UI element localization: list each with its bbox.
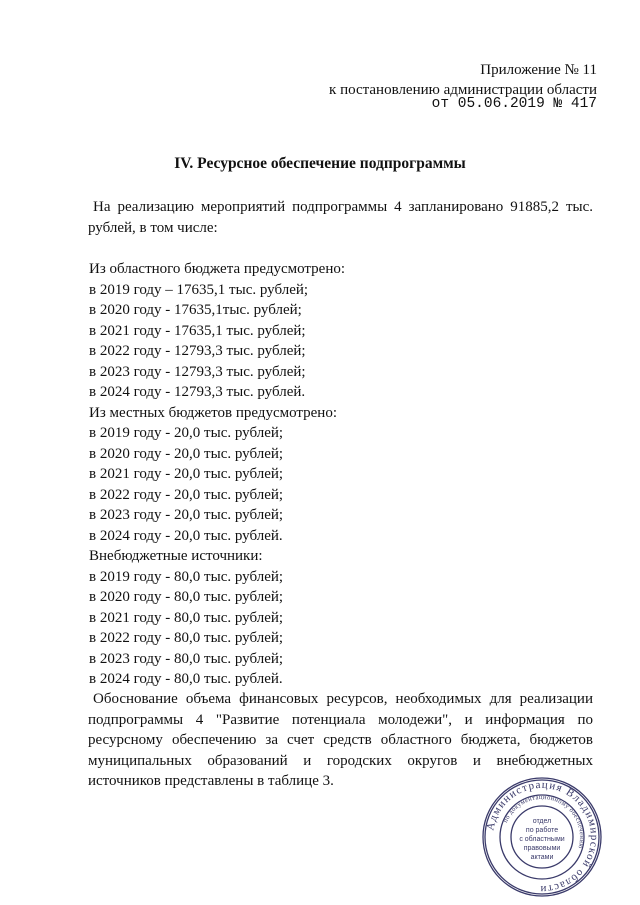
intro-paragraph	[88, 197, 593, 238]
official-stamp	[480, 775, 604, 899]
list-item: в 2020 году - 17635,1тыс. рублей;	[89, 302, 302, 318]
list-item: в 2021 году - 17635,1 тыс. рублей;	[89, 322, 306, 339]
stamp-center-line: с областными	[519, 836, 565, 843]
stamp-center-line: по работе	[525, 827, 559, 834]
list-item: в 2020 году - 80,0 тыс. рублей;	[89, 589, 284, 605]
stamp-center-line: актами	[530, 854, 554, 861]
stamp-outer-text: Администрация Владимирской области	[484, 778, 601, 896]
list-item: в 2023 году - 20,0 тыс. рублей;	[89, 507, 284, 523]
section-title: IV. Ресурсное обеспечение подпрограммы	[174, 155, 466, 172]
list-item: в 2019 году - 80,0 тыс. рублей;	[89, 568, 284, 585]
local-heading: Из местных бюджетов предусмотрено:	[89, 404, 337, 421]
list-item: в 2022 году - 20,0 тыс. рублей;	[89, 486, 284, 503]
list-item: в 2023 году - 12793,3 тыс. рублей;	[89, 363, 306, 380]
list-item: в 2020 году - 20,0 тыс. рублей;	[89, 445, 284, 462]
list-item: в 2022 году - 80,0 тыс. рублей;	[89, 630, 284, 646]
appendix-number: Приложение № 11	[480, 62, 597, 78]
justification-text: Обоснование объема финансовых ресурсов, необходимых для реализации подпрограммы 4 "Развитие потенциала молодежи", и информация по ресурсному обеспечению за счет средств областного бюджета, бюджетов муниципальных образований и городских округов и внебюджетных источников представлены в таблице 3.	[88, 691, 593, 789]
list-item: в 2022 году - 12793,3 тыс. рублей;	[89, 343, 306, 359]
list-item: в 2023 году - 80,0 тыс. рублей;	[89, 650, 284, 667]
funding-list	[89, 259, 345, 690]
stamp-inner-text: по документационному обеспечению	[502, 793, 586, 850]
intro-text: На реализацию мероприятий подпрограммы 4 запланировано 91885,2 тыс. рублей, в том числе:	[88, 199, 593, 236]
resolution-date: от 05.06.2019 № 417	[431, 96, 597, 112]
list-item: в 2024 году - 20,0 тыс. рублей.	[89, 527, 283, 544]
list-item: в 2024 году - 12793,3 тыс. рублей.	[89, 384, 306, 400]
list-item: в 2024 году - 80,0 тыс. рублей.	[89, 671, 283, 687]
stamp-center-line: отдел	[532, 818, 552, 825]
list-item: в 2019 году - 20,0 тыс. рублей;	[89, 425, 284, 441]
resolution-reference: к постановлению администрации области	[329, 82, 597, 98]
extra-heading: Внебюджетные источники:	[89, 548, 263, 564]
list-item: в 2019 году – 17635,1 тыс. рублей;	[89, 281, 309, 298]
regional-heading: Из областного бюджета предусмотрено:	[89, 261, 346, 277]
stamp-center-line: правовыми	[523, 845, 561, 852]
list-item: в 2021 году - 80,0 тыс. рублей;	[89, 609, 284, 626]
list-item: в 2021 году - 20,0 тыс. рублей;	[89, 466, 284, 482]
